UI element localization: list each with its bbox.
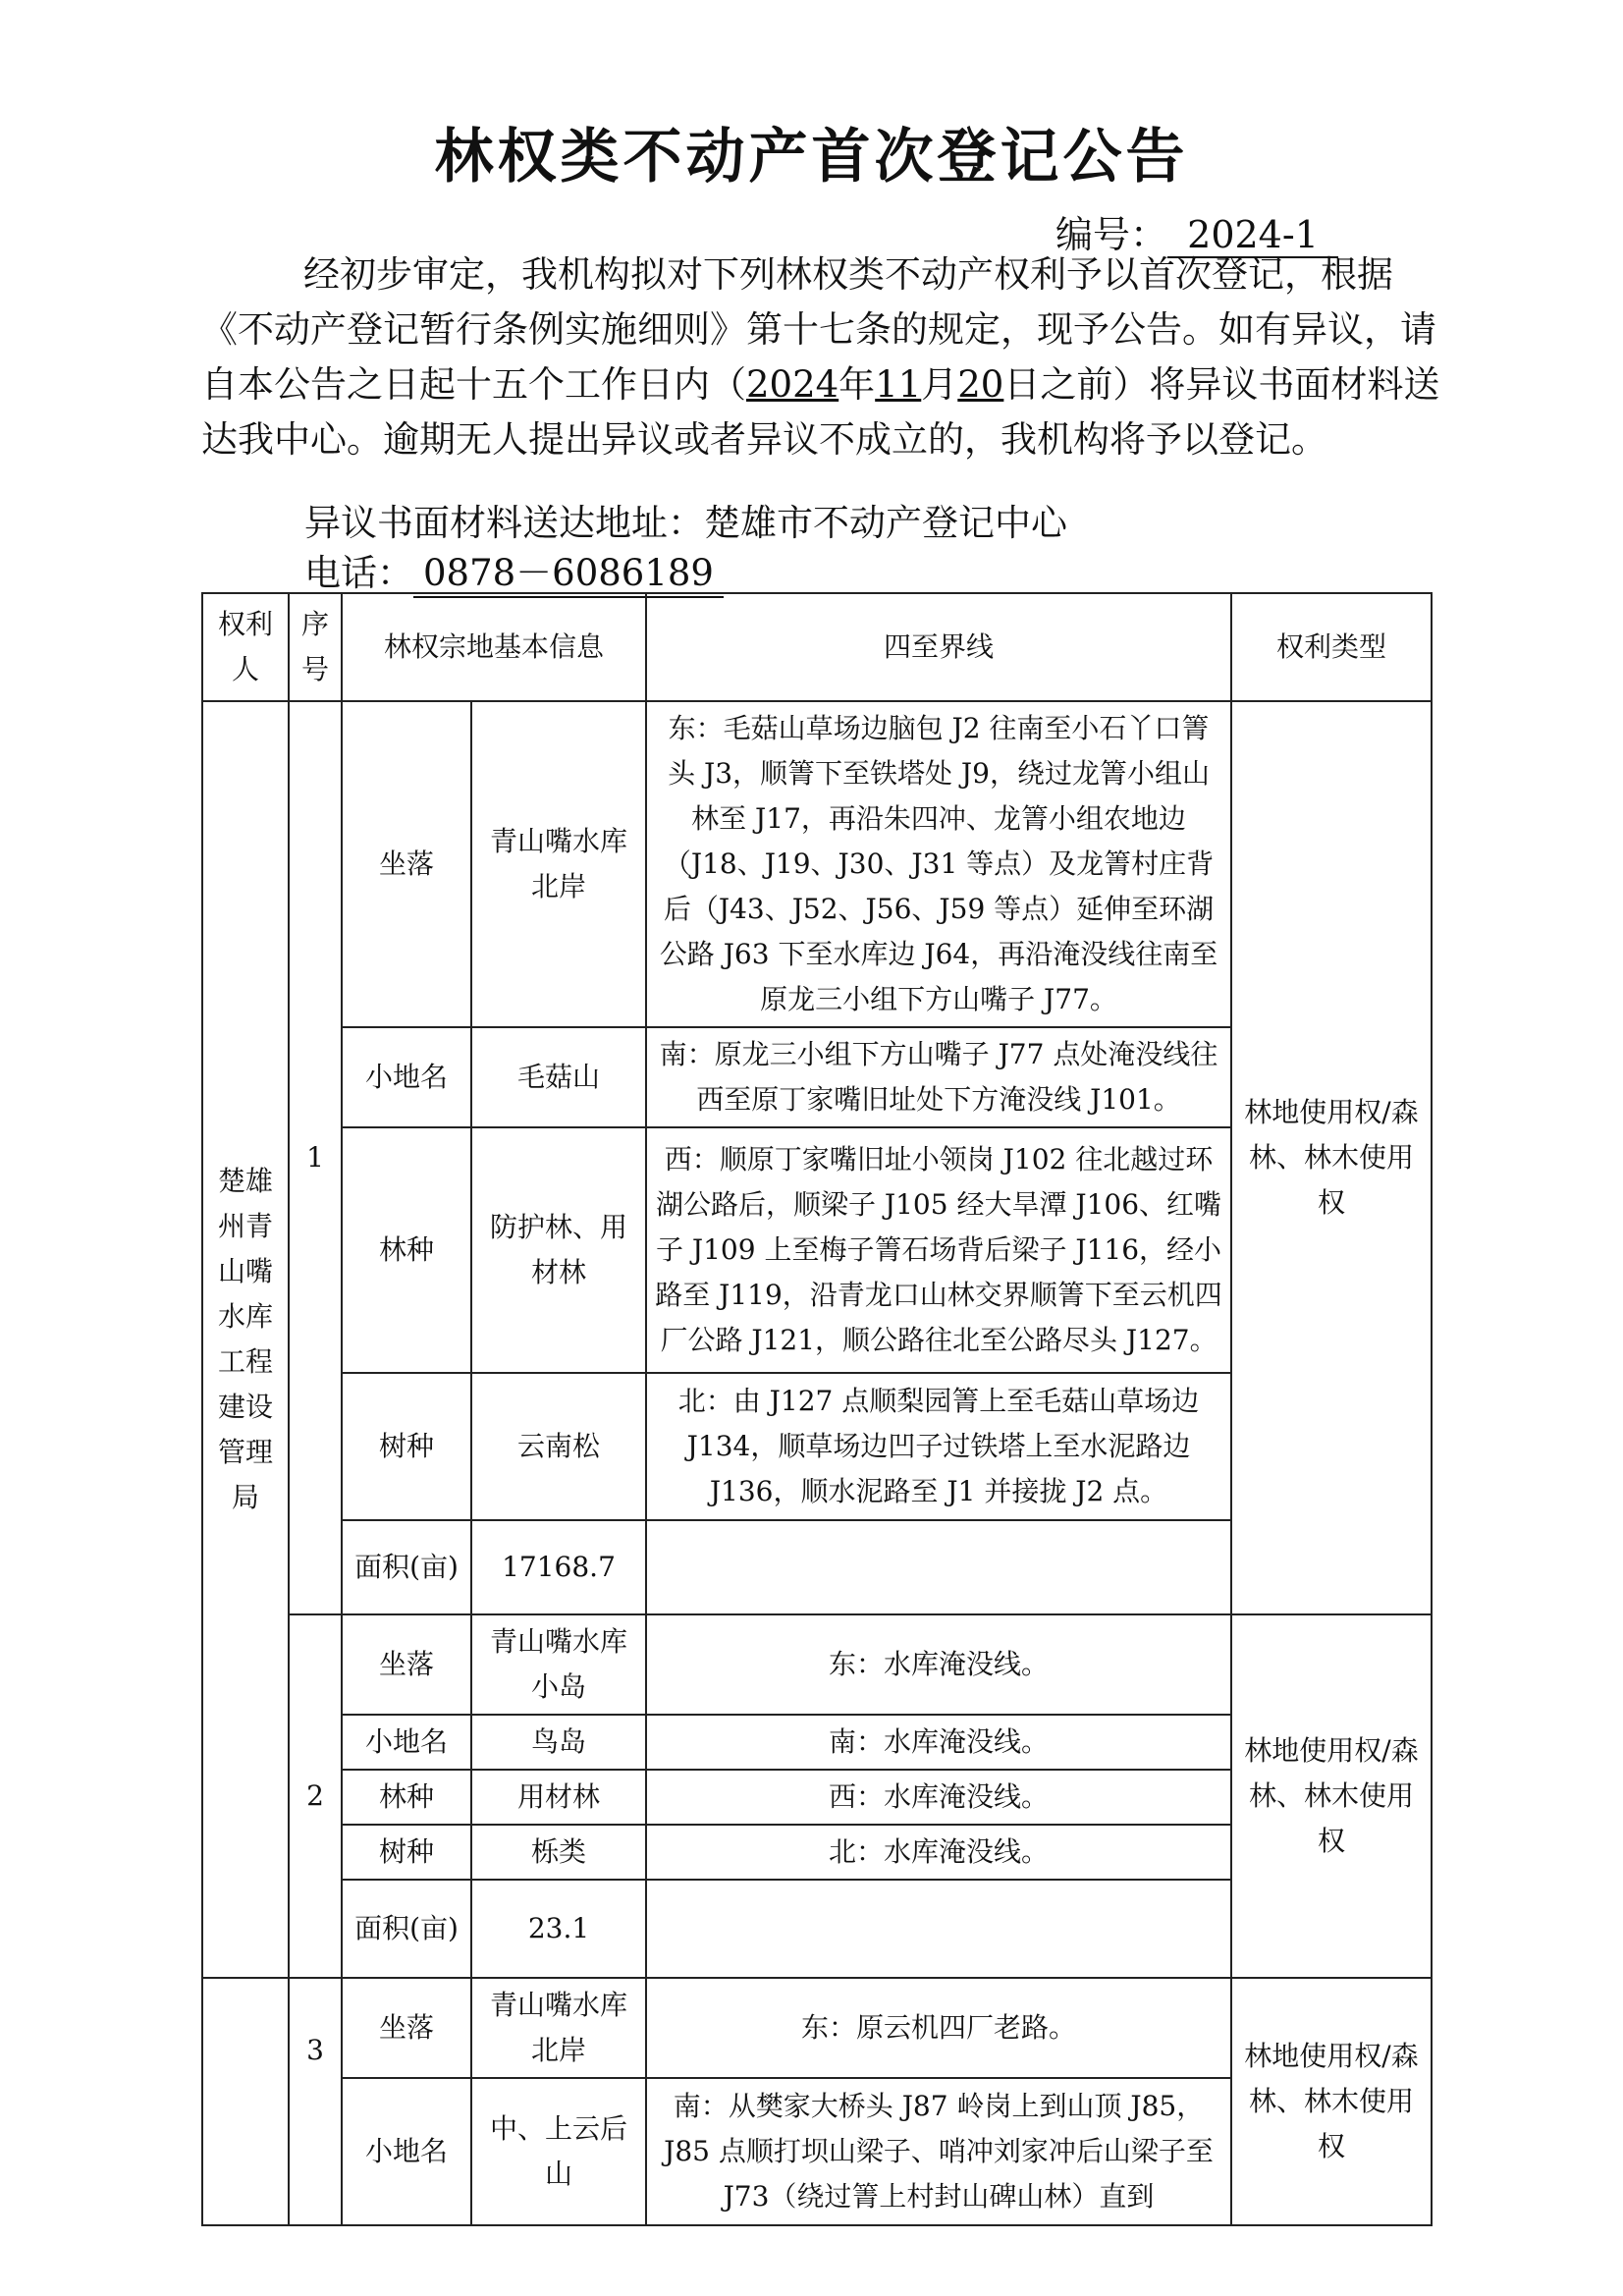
header-boundary: 四至界线 [646, 593, 1231, 701]
value-area: 17168.7 [471, 1520, 646, 1614]
label-forest: 林种 [342, 1127, 471, 1373]
parcel-table [201, 592, 1433, 2226]
label-forest: 林种 [342, 1770, 471, 1825]
value-tree: 栎类 [471, 1825, 646, 1880]
label-place: 小地名 [342, 1715, 471, 1770]
boundary-west: 西：顺原丁家嘴旧址小领岗 J102 往北越过环湖公路后，顺梁子 J105 经大旱潭 J106、红嘴子 J109 上至梅子箐石场背后梁子 J116，经小路至 J119，沿青龙口山林交界顺箐下至云机四厂公路 J121，顺公路往北至公路尽头 J127。 [646, 1127, 1231, 1373]
label-tree: 树种 [342, 1373, 471, 1520]
label-place: 小地名 [342, 1027, 471, 1127]
right-type-cell: 林地使用权/森林、林木使用权 [1231, 1614, 1432, 1978]
intro-text-b: 日之前）将异议书面材料送达我中心。逾期无人提出异议或者异议不成立的，我机构将予以登记。 [201, 363, 1440, 461]
value-location: 青山嘴水库小岛 [471, 1614, 646, 1715]
phone-value: 0878－6086189 [413, 543, 724, 598]
holder-cell-continued [202, 2078, 289, 2225]
address-value: 楚雄市不动产登记中心 [704, 502, 1067, 544]
intro-paragraph [201, 247, 1448, 467]
boundary-empty [646, 1880, 1231, 1978]
address-label: 异议书面材料送达地址： [304, 502, 704, 544]
phone-line [304, 543, 724, 598]
holder-cell: 楚雄州青山嘴水库工程建设管理局 [202, 701, 289, 1978]
notice-number-label: 编号： [1055, 213, 1168, 256]
boundary-east: 东：水库淹没线。 [646, 1614, 1231, 1715]
deadline-year: 2024 [746, 363, 839, 406]
holder-cell-continued [202, 1978, 289, 2078]
value-location: 青山嘴水库北岸 [471, 1978, 646, 2078]
notice-number-value: 2024-1 [1167, 213, 1338, 258]
label-area: 面积(亩) [342, 1520, 471, 1614]
table-row [202, 701, 1432, 1027]
header-info: 林权宗地基本信息 [342, 593, 646, 701]
boundary-north: 北：水库淹没线。 [646, 1825, 1231, 1880]
seq-cell: 2 [289, 1614, 342, 1978]
value-place: 毛菇山 [471, 1027, 646, 1127]
boundary-south: 南：水库淹没线。 [646, 1715, 1231, 1770]
value-tree: 云南松 [471, 1373, 646, 1520]
table-row [202, 1978, 1432, 2078]
boundary-empty [646, 1520, 1231, 1614]
label-tree: 树种 [342, 1825, 471, 1880]
boundary-west: 西：水库淹没线。 [646, 1770, 1231, 1825]
value-forest: 防护林、用材林 [471, 1127, 646, 1373]
seq-cell: 1 [289, 701, 342, 1614]
value-forest: 用材林 [471, 1770, 646, 1825]
value-place: 中、上云后山 [471, 2078, 646, 2225]
table-header-row [202, 593, 1432, 701]
boundary-south: 南：原龙三小组下方山嘴子 J77 点处淹没线往西至原丁家嘴旧址处下方淹没线 J101。 [646, 1027, 1231, 1127]
right-type-cell: 林地使用权/森林、林木使用权 [1231, 701, 1432, 1614]
label-area: 面积(亩) [342, 1880, 471, 1978]
boundary-east: 东：毛菇山草场边脑包 J2 往南至小石丫口箐头 J3，顺箐下至铁塔处 J9，绕过龙箐小组山林至 J17，再沿朱四冲、龙箐小组农地边（J18、J19、J30、J31 等点）及龙箐村庄背后（J43、J52、J56、J59 等点）延伸至环湖公路 J63 下至水库边 J64，再沿淹没线往南至原龙三小组下方山嘴子 J77。 [646, 701, 1231, 1027]
label-place: 小地名 [342, 2078, 471, 2225]
deadline-year-unit: 年 [839, 363, 876, 406]
table-row [202, 1614, 1432, 1715]
phone-label: 电话： [304, 552, 413, 594]
intro-text-a: 经初步审定，我机构拟对下列林权类不动产权利予以首次登记，根据《不动产登记暂行条例实施细则》第十七条的规定，现予公告。如有异议，请自本公告之日起十五个工作日内（ [201, 253, 1436, 406]
boundary-south: 南：从樊家大桥头 J87 岭岗上到山顶 J85，J85 点顺打坝山梁子、哨冲刘家冲后山梁子至 J73（绕过箐上村封山碑山林）直到 [646, 2078, 1231, 2225]
page-title: 林权类不动产首次登记公告 [434, 123, 1189, 191]
value-location: 青山嘴水库北岸 [471, 701, 646, 1027]
deadline-month: 11 [875, 363, 922, 406]
objection-address [304, 493, 1067, 546]
label-location: 坐落 [342, 701, 471, 1027]
deadline-day: 20 [957, 363, 1004, 406]
deadline-month-unit: 月 [921, 363, 958, 406]
header-seq: 序号 [289, 593, 342, 701]
header-holder: 权利人 [202, 593, 289, 701]
seq-cell: 3 [289, 1978, 342, 2225]
value-place: 鸟岛 [471, 1715, 646, 1770]
header-right-type: 权利类型 [1231, 593, 1432, 701]
right-type-cell: 林地使用权/森林、林木使用权 [1231, 1978, 1432, 2225]
boundary-north: 北：由 J127 点顺梨园箐上至毛菇山草场边 J134，顺草场边凹子过铁塔上至水泥路边 J136，顺水泥路至 J1 并接拢 J2 点。 [646, 1373, 1231, 1520]
label-location: 坐落 [342, 1614, 471, 1715]
label-location: 坐落 [342, 1978, 471, 2078]
value-area: 23.1 [471, 1880, 646, 1978]
boundary-east: 东：原云机四厂老路。 [646, 1978, 1231, 2078]
